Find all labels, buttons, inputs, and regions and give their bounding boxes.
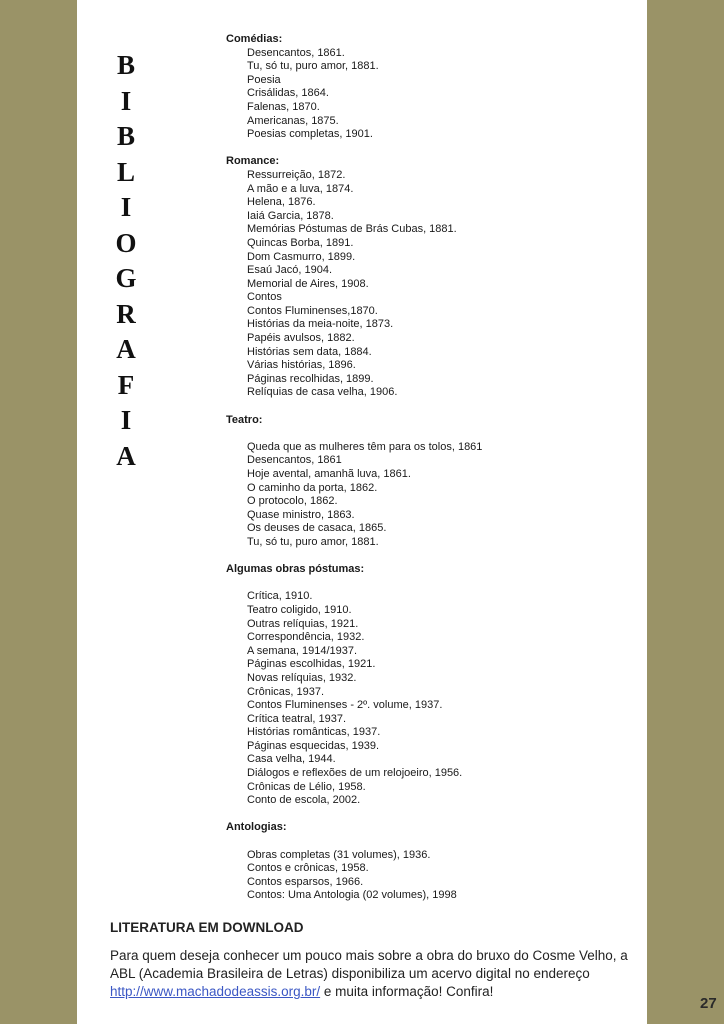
title-letter: F bbox=[117, 369, 135, 400]
title-letter: B bbox=[116, 50, 135, 80]
bibliography-entry: Papéis avulsos, 1882. bbox=[247, 332, 355, 345]
bibliography-entry: Contos bbox=[247, 291, 282, 304]
bibliography-entry: Várias histórias, 1896. bbox=[247, 359, 356, 372]
bibliography-entry: Hoje avental, amanhã luva, 1861. bbox=[247, 468, 411, 480]
title-letter: B bbox=[116, 121, 135, 151]
bibliography-entry: Relíquias de casa velha, 1906. bbox=[247, 386, 398, 399]
title-letter: R bbox=[116, 298, 136, 329]
bibliography-entry: Poesias completas, 1901. bbox=[247, 128, 373, 141]
bibliography-entry: A mão e a luva, 1874. bbox=[247, 182, 354, 195]
bibliography-entry: Páginas recolhidas, 1899. bbox=[247, 372, 374, 385]
bibliography-entry: Outras relíquias, 1921. bbox=[247, 617, 359, 630]
bibliography-entry: Contos Fluminenses,1870. bbox=[247, 304, 378, 317]
bibliography-entry: Americanas, 1875. bbox=[247, 114, 339, 127]
bibliography-entry: Memórias Póstumas de Brás Cubas, 1881. bbox=[247, 223, 457, 236]
bibliography-entry: Novas relíquias, 1932. bbox=[247, 671, 357, 684]
bibliography-entry: Contos esparsos, 1966. bbox=[247, 875, 364, 888]
section-postumas bbox=[226, 563, 636, 808]
section-heading: Antologias: bbox=[226, 821, 287, 834]
bibliography-entry: Conto de escola, 2002. bbox=[247, 794, 361, 807]
bibliography-entry: Quincas Borba, 1891. bbox=[247, 236, 354, 249]
title-letter: L bbox=[116, 156, 135, 187]
section-romance bbox=[226, 155, 636, 400]
bibliography-entry: Histórias românticas, 1937. bbox=[247, 726, 381, 739]
section-antologias bbox=[226, 821, 636, 903]
bibliography-entry: Crítica, 1910. bbox=[247, 590, 313, 603]
bibliography-entry: Teatro coligido, 1910. bbox=[247, 603, 352, 616]
bibliography-entry: Crisálidas, 1864. bbox=[247, 87, 329, 100]
bibliography-entry: A semana, 1914/1937. bbox=[247, 644, 358, 657]
bibliography-entry: Páginas esquecidas, 1939. bbox=[247, 739, 380, 752]
title-letter: G bbox=[115, 263, 137, 293]
section-comedias bbox=[226, 33, 636, 142]
bibliography-entry: Crítica teatral, 1937. bbox=[247, 712, 347, 725]
section-entries bbox=[226, 441, 636, 550]
section-teatro bbox=[226, 414, 636, 550]
section-heading: Algumas obras póstumas: bbox=[226, 563, 365, 576]
bibliography-entry: Falenas, 1870. bbox=[247, 100, 320, 113]
section-entries bbox=[226, 169, 636, 400]
bibliography-entry: O protocolo, 1862. bbox=[247, 495, 338, 508]
bibliography-entry: Memorial de Aires, 1908. bbox=[247, 277, 369, 290]
bibliography-entry: Histórias da meia-noite, 1873. bbox=[247, 318, 394, 331]
bibliography-entry: Contos e crônicas, 1958. bbox=[247, 862, 369, 875]
right-decorative-band bbox=[647, 0, 724, 1024]
download-title: LITERATURA EM DOWNLOAD bbox=[110, 920, 304, 935]
bibliography-entry: Desencantos, 1861 bbox=[247, 454, 342, 467]
bibliography-entry: Correspondência, 1932. bbox=[247, 631, 365, 644]
bibliography-entry: Ressurreição, 1872. bbox=[247, 168, 346, 181]
section-entries bbox=[226, 590, 636, 808]
bibliography-entry: Poesia bbox=[247, 73, 281, 86]
download-text-after: e muita informação! Confira! bbox=[320, 984, 494, 999]
bibliography-entry: Contos: Uma Antologia (02 volumes), 1998 bbox=[247, 889, 457, 902]
download-text-before: Para quem deseja conhecer um pouco mais sobre a obra do bruxo do Cosme Velho, a ABL (Academia Brasileira de Letras) disponibiliza um acervo digital no endereço bbox=[110, 948, 628, 981]
bibliography-entry: Obras completas (31 volumes), 1936. bbox=[247, 848, 431, 861]
abl-website-link[interactable]: http://www.machadodeassis.org.br/ bbox=[110, 984, 321, 999]
download-section bbox=[110, 919, 640, 1001]
left-decorative-band bbox=[0, 0, 77, 1024]
page-number: 27 bbox=[700, 995, 717, 1012]
bibliography-entry: Páginas escolhidas, 1921. bbox=[247, 658, 376, 671]
bibliography-list bbox=[226, 33, 636, 903]
section-entries bbox=[226, 849, 636, 903]
bibliography-entry: Quase ministro, 1863. bbox=[247, 508, 355, 521]
bibliography-entry: O caminho da porta, 1862. bbox=[247, 481, 378, 494]
vertical-title-bibliografia bbox=[106, 48, 146, 474]
download-paragraph bbox=[110, 947, 640, 1001]
bibliography-entry: Helena, 1876. bbox=[247, 196, 316, 209]
title-letter: O bbox=[115, 227, 137, 258]
bibliography-entry: Iaiá Garcia, 1878. bbox=[247, 209, 334, 222]
section-entries bbox=[226, 47, 636, 142]
title-letter: A bbox=[116, 334, 136, 364]
title-letter: I bbox=[120, 192, 132, 222]
bibliography-entry: Desencantos, 1861. bbox=[247, 46, 345, 59]
bibliography-entry: Dom Casmurro, 1899. bbox=[247, 250, 356, 263]
bibliography-entry: Diálogos e reflexões de um relojoeiro, 1956. bbox=[247, 767, 463, 780]
bibliography-entry: Casa velha, 1944. bbox=[247, 753, 336, 766]
title-letter: I bbox=[120, 405, 132, 435]
bibliography-entry: Crônicas, 1937. bbox=[247, 685, 325, 698]
section-heading: Comédias: bbox=[226, 33, 283, 45]
bibliography-entry: Queda que as mulheres têm para os tolos, 1861 bbox=[247, 440, 483, 453]
bibliography-entry: Crônicas de Lélio, 1958. bbox=[247, 780, 366, 793]
title-letter: I bbox=[120, 85, 132, 116]
title-letter: A bbox=[116, 440, 136, 471]
bibliography-entry: Tu, só tu, puro amor, 1881. bbox=[247, 60, 379, 73]
bibliography-entry: Esaú Jacó, 1904. bbox=[247, 264, 333, 277]
bibliography-entry: Histórias sem data, 1884. bbox=[247, 345, 372, 358]
bibliography-entry: Os deuses de casaca, 1865. bbox=[247, 522, 387, 535]
bibliography-entry: Contos Fluminenses - 2º. volume, 1937. bbox=[247, 699, 443, 712]
section-heading: Romance: bbox=[226, 155, 280, 168]
section-heading: Teatro: bbox=[226, 413, 263, 426]
bibliography-entry: Tu, só tu, puro amor, 1881. bbox=[247, 535, 379, 548]
